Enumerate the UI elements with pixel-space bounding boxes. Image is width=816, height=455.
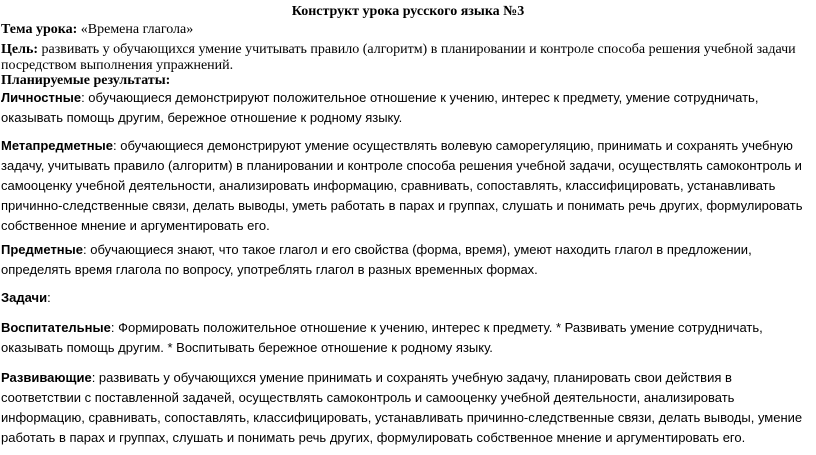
lesson-topic-label: Тема урока:: [1, 22, 78, 37]
tasks-heading: Задачи:: [1, 290, 51, 305]
lesson-goal-value: развивать у обучающихся умение учитывать правило (алгоритм) в планировании и контроле способа решения учебной задачи посредством выполнения упражнений.: [1, 42, 796, 73]
personal-results-value: : обучающиеся демонстрируют положительное отношение к учению, интерес к предмету, умение сотрудничать, оказывать помощь другим, бережное отношение к родному языку.: [1, 90, 759, 125]
educational-tasks: [1, 318, 815, 358]
developmental-tasks-label: Развивающие: [1, 370, 92, 385]
metasubject-results: [1, 136, 815, 236]
tasks-heading-label: Задачи: [1, 290, 48, 305]
educational-tasks-label: Воспитательные: [1, 320, 111, 335]
educational-tasks-value: : Формировать положительное отношение к учению, интерес к предмету. * Развивать умение сотрудничать, оказывать помощь другим. * Воспитывать бережное отношение к родному языку.: [1, 320, 763, 355]
personal-results-label: Личностные: [1, 90, 82, 105]
subject-results: [1, 240, 815, 280]
lesson-topic: [1, 22, 815, 38]
lesson-goal: [1, 42, 815, 74]
subject-results-value: : обучающиеся знают, что такое глагол и его свойства (форма, время), умеют находить глагол в предложении, определять время глагола по вопросу, употреблять глагол в разных временных формах.: [1, 242, 752, 277]
lesson-goal-label: Цель:: [1, 42, 39, 57]
planned-results-heading: Планируемые результаты:: [1, 73, 171, 88]
developmental-tasks-value: : развивать у обучающихся умение принимать и сохранять учебную задачу, планировать свои действия в соответствии с поставленной задачей, осуществлять самоконтроль и самооценку учебной деятельности, анализировать информацию, сравнивать, сопоставлять, классифицировать, устанавливать причинно-следственные связи, делать выводы, умение работать в парах и группах, слушать и понимать речь других, формулировать собственное мнение и аргументировать его.: [1, 370, 803, 445]
metasubject-results-label: Метапредметные: [1, 138, 113, 153]
document-title: Конструкт урока русского языка №3: [291, 4, 525, 19]
subject-results-label: Предметные: [1, 242, 83, 257]
lesson-topic-value: «Времена глагола»: [77, 22, 194, 37]
developmental-tasks: [1, 368, 815, 448]
metasubject-results-value: : обучающиеся демонстрируют умение осуществлять волевую саморегуляцию, принимать и сохранять учебную задачу, учитывать правило (алгоритм) в планировании и контроле способа решения учебной задачи, осуществлять самоконтроль и самооценку учебной деятельности, анализировать информацию, сравнивать, сопоставлять, классифицировать, устанавливать причинно-следственные связи, делать выводы, уметь работать в парах и группах, слушать и понимать речь других, формулировать собственное мнение и аргументировать его.: [1, 138, 803, 233]
personal-results: [1, 88, 815, 128]
